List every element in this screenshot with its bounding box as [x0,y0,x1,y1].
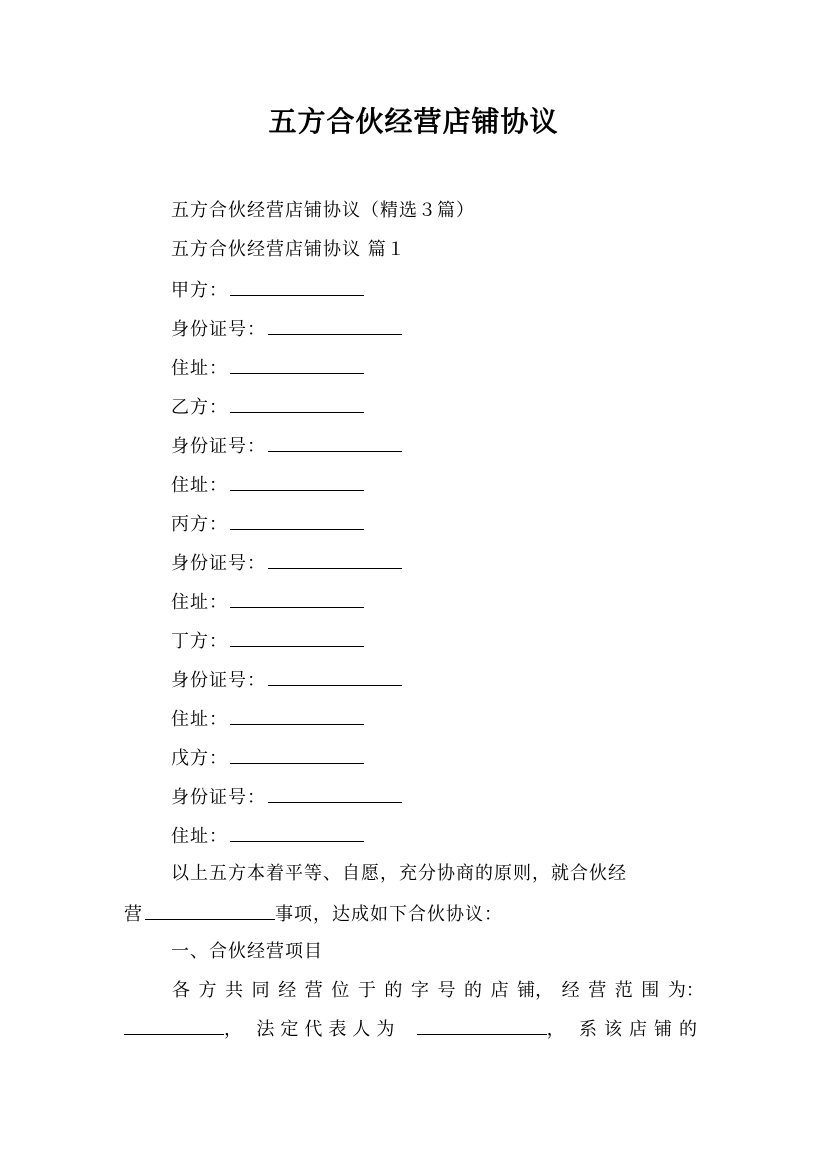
party-c-id-field [171,549,402,577]
party-e-id-field [171,783,402,811]
intro-text-a: 营 [124,904,143,925]
char: 字 [410,980,429,1001]
fill-blank [230,588,364,608]
char: 范 [614,980,633,1001]
field-label: 身份证号： [171,553,266,574]
party-b-id-field [171,432,402,460]
line-segment: 法定代表人为 [256,1019,401,1040]
char: 店 [490,980,509,1001]
field-label: 戊方： [171,748,228,769]
field-label: 身份证号： [171,670,266,691]
fill-blank [230,354,364,374]
fill-blank [230,822,364,842]
line-segment [415,1010,565,1049]
char: 同 [251,980,270,1001]
char: 经 [561,980,580,1001]
char: 营 [588,980,607,1001]
fill-blank [268,549,402,569]
subtitle: 五方合伙经营店铺协议（精选３篇） [171,200,475,221]
char: 号 [437,980,456,1001]
fill-blank [230,276,364,296]
field-label: 身份证号： [171,319,266,340]
justified-row [172,971,704,1010]
fill-blank [268,783,402,803]
fill-blank [230,744,364,764]
party-d-address-field [171,705,364,733]
field-label: 乙方： [171,397,228,418]
field-label: 住址： [171,592,228,613]
field-label: 住址： [171,475,228,496]
fill-blank [230,510,364,530]
fill-blank [145,900,275,920]
party-a-id-field [171,315,402,343]
char: 位 [331,980,350,1001]
char: 经 [278,980,297,1001]
party-e-field [171,744,364,772]
document-title: 五方合伙经营店铺协议 [268,105,559,138]
field-label: 住址： [171,358,228,379]
intro-line-2 [124,900,503,928]
heading-1: 一、合伙经营项目 [171,941,323,962]
fill-blank [230,627,364,647]
char: 营 [304,980,323,1001]
char: 围 [641,980,660,1001]
paragraph-1-line-1 [124,971,704,1010]
fill-blank [124,1015,224,1035]
field-label: 甲方： [171,280,228,301]
intro-line-1: 以上五方本着平等、自愿，充分协商的原则，就合伙经 [171,863,627,884]
fill-blank [230,471,364,491]
char: 方 [198,980,217,1001]
party-a-field [171,276,364,304]
comma: ， [224,1019,242,1040]
line-segment: 系该店铺的 [578,1019,704,1040]
char: 铺， [517,980,554,1001]
field-label: 丁方： [171,631,228,652]
fill-blank [230,705,364,725]
char: 于 [357,980,376,1001]
char: 为： [667,980,704,1001]
party-a-address-field [171,354,364,382]
comma: ， [546,1019,565,1040]
char: 共 [225,980,244,1001]
field-label: 身份证号： [171,436,266,457]
party-d-id-field [171,666,402,694]
party-d-field [171,627,364,655]
field-label: 丙方： [171,514,228,535]
fill-blank [268,315,402,335]
field-label: 住址： [171,709,228,730]
char: 的 [384,980,403,1001]
char: 的 [464,980,483,1001]
line-segment [124,1010,242,1049]
party-c-address-field [171,588,364,616]
char: 各 [172,980,190,1001]
paragraph-1-line-2 [124,1010,704,1049]
fill-blank [268,666,402,686]
fill-blank [268,432,402,452]
justified-row [124,1010,704,1049]
field-label: 身份证号： [171,787,266,808]
section-heading: 五方合伙经营店铺协议 篇１ [171,239,406,260]
party-e-address-field [171,822,364,850]
fill-blank [417,1015,547,1035]
fill-blank [230,393,364,413]
party-b-address-field [171,471,364,499]
intro-text-b: 事项，达成如下合伙协议： [275,904,503,925]
party-b-field [171,393,364,421]
field-label: 住址： [171,826,228,847]
party-c-field [171,510,364,538]
